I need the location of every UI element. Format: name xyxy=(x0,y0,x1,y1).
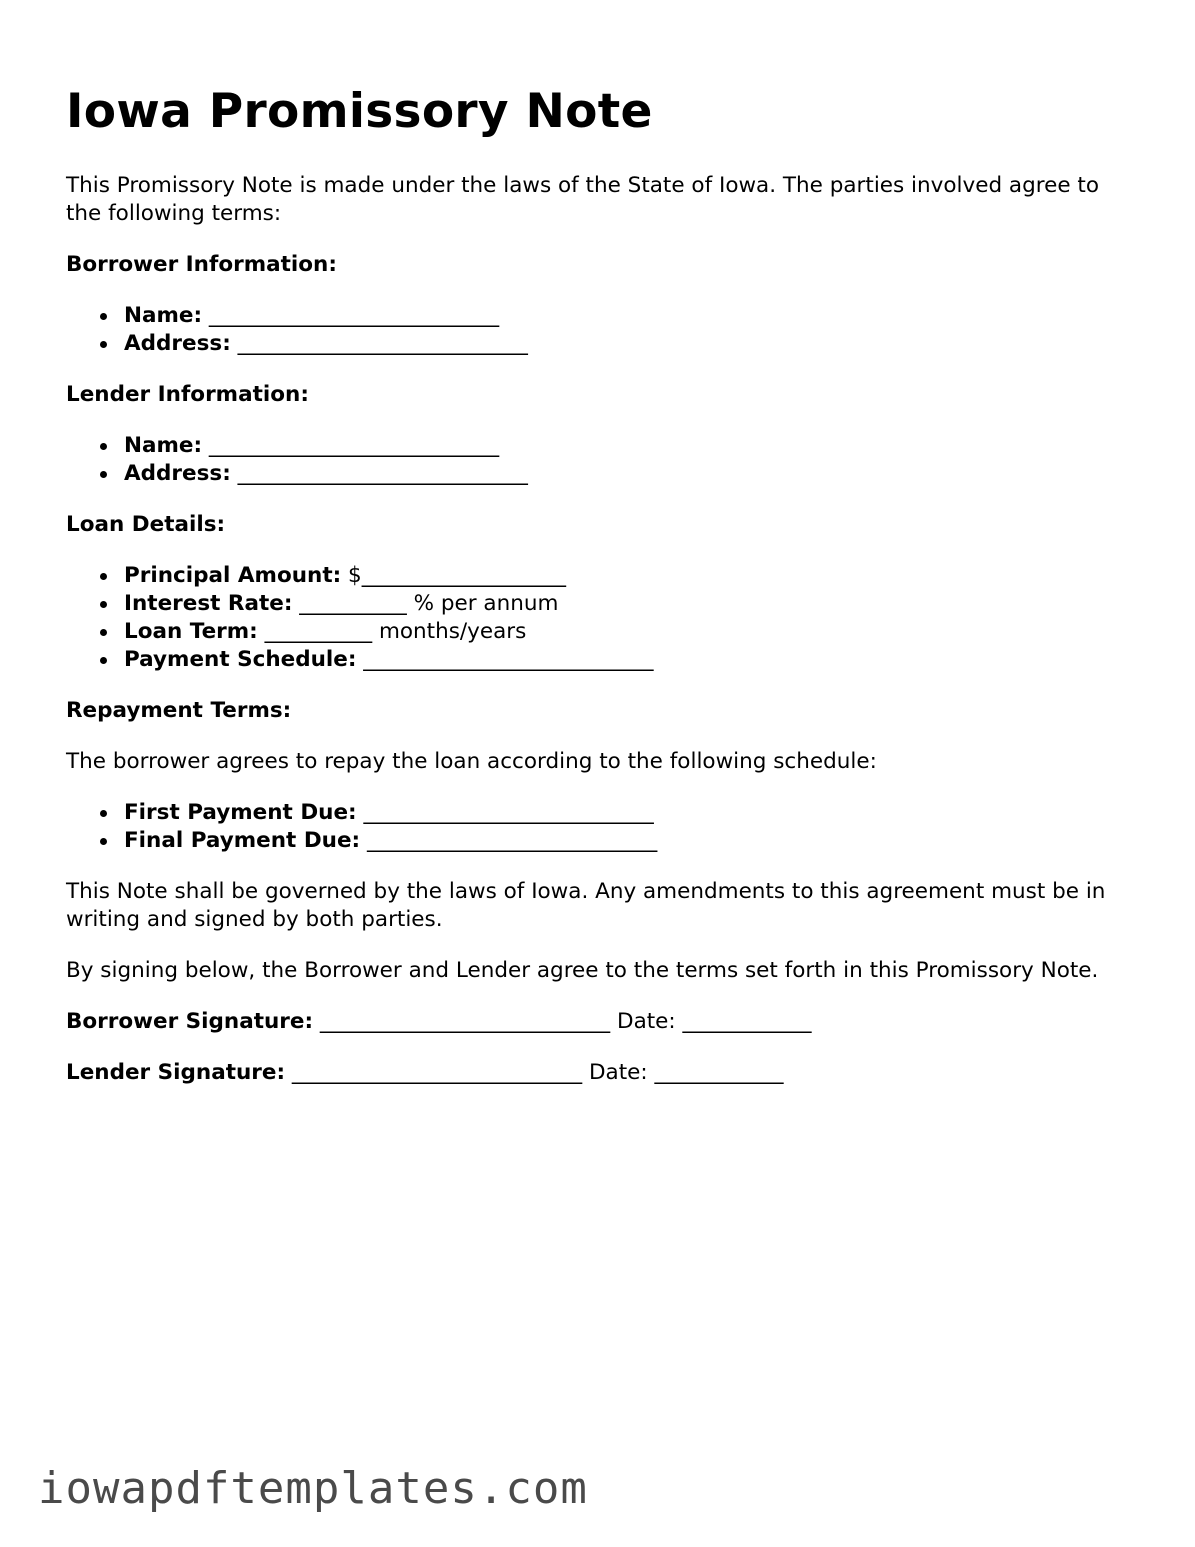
borrower-address-field[interactable] xyxy=(124,330,1136,358)
borrower-list xyxy=(66,302,1136,358)
field-blank: __________ % per annum xyxy=(292,591,559,616)
loan-term-field[interactable] xyxy=(124,618,1136,646)
field-blank: ___________________________ xyxy=(356,647,654,672)
page-title: Iowa Promissory Note xyxy=(66,84,653,139)
field-blank: ___________________________ xyxy=(202,433,500,458)
field-blank: $___________________ xyxy=(341,563,566,588)
borrower-name-field[interactable] xyxy=(124,302,1136,330)
lender-signature-line[interactable] xyxy=(66,1059,1136,1087)
governing-law-paragraph: This Note shall be governed by the laws of Iowa. Any amendments to this agreement must be in writing and signed by both parties. xyxy=(66,879,1106,932)
field-blank: ___________________________ xyxy=(230,331,528,356)
signature-blank: ___________________________ Date: ____________ xyxy=(285,1060,784,1085)
repayment-list xyxy=(66,799,1136,855)
field-label: Interest Rate: xyxy=(124,591,293,616)
field-label: Name: xyxy=(124,433,203,458)
payment-schedule-field[interactable] xyxy=(124,646,1136,674)
field-blank: ___________________________ xyxy=(230,461,528,486)
field-blank: ___________________________ xyxy=(360,828,658,853)
lender-name-field[interactable] xyxy=(124,432,1136,460)
field-label: Address: xyxy=(124,331,231,356)
field-label: Address: xyxy=(124,461,231,486)
field-label: Loan Term: xyxy=(124,619,258,644)
loan-list xyxy=(66,562,1136,674)
field-label: Name: xyxy=(124,303,203,328)
repayment-heading: Repayment Terms: xyxy=(66,698,292,723)
field-label: Final Payment Due: xyxy=(124,828,361,853)
document-page xyxy=(66,82,1136,1110)
field-label: Payment Schedule: xyxy=(124,647,357,672)
lender-address-field[interactable] xyxy=(124,460,1136,488)
lender-list xyxy=(66,432,1136,488)
first-payment-field[interactable] xyxy=(124,799,1136,827)
principal-amount-field[interactable] xyxy=(124,562,1136,590)
field-label: Principal Amount: xyxy=(124,563,342,588)
repayment-text: The borrower agrees to repay the loan according to the following schedule: xyxy=(66,749,877,774)
agreement-paragraph: By signing below, the Borrower and Lender agree to the terms set forth in this Promissory Note. xyxy=(66,958,1099,983)
watermark: iowapdftemplates.com xyxy=(38,1463,588,1514)
field-blank: ___________________________ xyxy=(356,800,654,825)
intro-paragraph: This Promissory Note is made under the laws of the State of Iowa. The parties involved agree to the following terms: xyxy=(66,173,1099,226)
field-blank: __________ months/years xyxy=(257,619,527,644)
loan-heading: Loan Details: xyxy=(66,512,226,537)
final-payment-field[interactable] xyxy=(124,827,1136,855)
field-blank: ___________________________ xyxy=(202,303,500,328)
signature-blank: ___________________________ Date: ____________ xyxy=(313,1009,812,1034)
borrower-signature-line[interactable] xyxy=(66,1008,1136,1036)
field-label: First Payment Due: xyxy=(124,800,357,825)
interest-rate-field[interactable] xyxy=(124,590,1136,618)
borrower-heading: Borrower Information: xyxy=(66,252,337,277)
lender-heading: Lender Information: xyxy=(66,382,309,407)
signature-label: Borrower Signature: xyxy=(66,1009,314,1034)
signature-label: Lender Signature: xyxy=(66,1060,286,1085)
